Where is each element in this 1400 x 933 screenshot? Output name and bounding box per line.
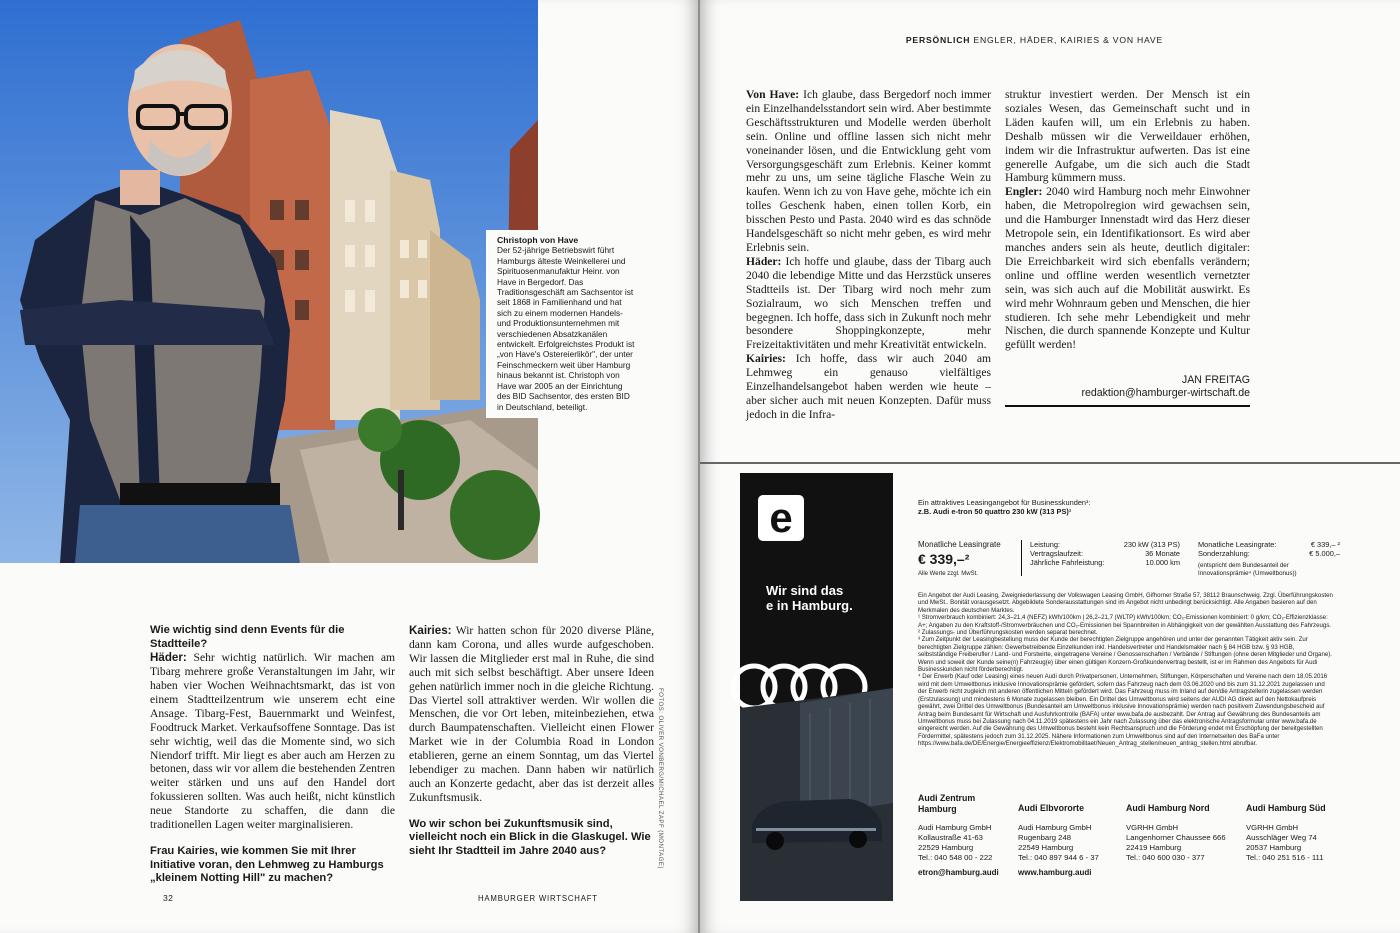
fine-print-5: ⁴ Der Erwerb (Kauf oder Leasing) eines neuen Audi durch Privatpersonen, Unternehmen, Stiftungen, Körperschaften und Vereine nach dem 18.05.2016 wird mit dem Umweltbonus inklusive Innovationsprämie gefördert, sofern das Fahrzeug nach dem 03.06.2020 und bis zum 31.12.2021 zugelassen und der Erwerb nicht zugleich mit anderen öffentlichen Mitteln gefördert wird. Das Fahrzeug muss im Inland auf den/die Antragstellerin zugelassen werden (Erstzulassung) und mindestens 6 Monate zugelassen bleiben. Ein Drittel des Umweltbonus wird seitens der AUDI AG direkt auf den Nettokaufpreis gewährt, zwei Drittel des Umweltbonus (Bundesanteil am Umweltbonus inklusive Innovationsprämie) werden nach positivem Zuwendungsbescheid auf Antrag beim Bundesamt für Wirtschaft und Ausfuhrkontrolle (BAFA) unter www.bafa.de ausbezahlt. Der Antrag auf Gewährung des Bundesanteils am Umweltbonus muss bei Zulassung nach 04.11.2019 spätestens ein Jahr nach Zulassung über das elektronische Antragsformular unter www.bafa.de eingereicht werden. Auf die Gewährung des Umweltbonus besteht kein Rechtsanspruch und die Förderung endet mit Erschöpfung der bereitgestellten Fördermittel, spätestens jedoch zum 31.12.2025. Nähere Informationen zum Umweltbonus sind auf den Internetseiten des BaFa unter https://www.bafa.de/DE/Energie/Energieeffizienz/Elektromobilitaet/Neuen_Antrag_stellen/neuen_antrag_stellen.html abrufbar. — [918, 673, 1328, 748]
net-price-note: Alle Werte zzgl. MwSt. — [918, 571, 978, 577]
dealer-name: Audi Hamburg Süd — [1246, 803, 1326, 813]
rate-row — [1198, 540, 1340, 549]
dealer-street: Ausschläger Weg 74 — [1246, 832, 1317, 842]
answer-haeder — [150, 651, 395, 832]
answer-kairies-cont: struktur investiert werden. Der Mensch ist ein soziales Wesen, das Gemeinschaft sucht und in Läden kaufen will, um ein Erlebnis zu haben. Deshalb müssen wir die Verweildauer erhöhen, indem wir die Infrastruktur aufwerten. Das ist eine generelle Aufgabe, um die sich auch die Stadt Hamburg kümmern muss. — [1005, 88, 1250, 185]
spec-label: Leistung: — [1030, 540, 1060, 549]
dealer-company: Audi Hamburg GmbH — [1018, 822, 1092, 832]
spec-value: 36 Monate — [1145, 549, 1180, 558]
ad-slogan-line2: e in Hamburg. — [766, 598, 853, 613]
rate-value: € 339,– ² — [1310, 540, 1340, 549]
spec-label: Jährliche Fahrleistung: — [1030, 558, 1105, 567]
dealer-name: Audi Hamburg Nord — [1126, 803, 1210, 813]
dealer-city: 22549 Hamburg — [1018, 842, 1074, 852]
author-name: JAN FREITAG — [1181, 374, 1250, 386]
rate-row — [1198, 549, 1340, 558]
answer-kairies-text: Wir hatten schon für 2020 diverse Pläne, dann kam Corona, und alles wurde aufgeschoben. Wir lassen die Mitglieder erst mal in Ruhe, die sind auch mit sich selbst beschäftigt. Aber unsere Ideen gehen natürlich immer noch in die gleiche Richtung. Das Viertel soll attraktiver werden. Wir wollen die Menschen, die vor Ort leben, miteinbeziehen, etwa durch Baumpatenschaften. Vielleicht einen Flower Market wie in der Columbia Road in London etablieren, gerne an einem Sonntag, um das Viertel lebendiger zu machen. Dann haben wir natürlich auch an Konzerte gedacht, aber das ist derzeit alles Zukunftsmusik. — [409, 624, 654, 804]
dealer-phone: Tel.: 040 548 00 - 222 — [918, 853, 993, 862]
answer-vonhave-text: Ich glaube, dass Bergedorf noch immer ein Einzelhandelsstandort sein wird. Aber bestimmte Geschäftsstrukturen und Modelle werden überholt sein. Online und offline lassen sich nicht mehr voneinander lösen, und die Entwicklung geht vom Versorgungsgeschäft zum Erlebnis. Keiner kommt mehr zu uns, um seine tägliche Flasche Wein zu kaufen. Wenn ich zu von Have gehe, möchte ich ein tolles Geschenk haben, einen tollen Korb, ein bisschen Pesto und Pasta. 2040 wird es das schnöde Handelsgeschäft so nicht mehr geben, es wird mehr Erlebnis sein. — [746, 88, 991, 254]
fine-print-1: Ein Angebot der Audi Leasing, Zweigniederlassung der Volkswagen Leasing GmbH, Gifhorner Straße 57, 38112 Braunschweig. Zzgl. Überführungskosten und MwSt.. Bonität vorausgesetzt. Abgebildete Sonderausstattungen sind im Angebot nicht unbedingt berücksichtigt. Alle Angaben basieren auf den Merkmalen des deutschen Marktes. — [918, 592, 1333, 614]
street-portrait-illustration — [0, 0, 538, 563]
article-column-right-2 — [1005, 88, 1250, 358]
ad-divider — [700, 462, 1400, 464]
dealer-street: Langenhorner Chaussee 666 — [1126, 832, 1226, 842]
spec-row — [1030, 549, 1180, 558]
answer-kairies — [409, 624, 654, 805]
author-block — [1005, 374, 1250, 400]
ad-fine-print — [918, 592, 1333, 772]
answer-haeder-text: Sehr wichtig natürlich. Wir machen am Tibarg mehrere große Veranstaltungen im Jahr, wir haben vier Wochen Weihnachtsmarkt, das ist von einem Stadtteilzentrum wie unserem echt eine Ansage. Tibarg-Fest, Bauernmarkt und Weinfest, Foodtruck Market. Verkaufsoffene Sonntage. Das ist sehr wichtig, weil das die Momente sind, wo sich Niendorf trifft. Mir liegt es aber auch am Herzen zu betonen, dass wir vor allem die bestehenden Zentren weiter stärken und uns auf den Handel dort fokussieren sollten. Was auch heißt, nicht künstlich neue Standorte zu schaffen, die dann die traditionellen Lagen weiter marginalisieren. — [150, 651, 395, 832]
article-column-left-1 — [150, 624, 395, 885]
section-header — [906, 35, 1163, 45]
answer-haeder-2040 — [746, 255, 991, 352]
dealer-company: VGRHH GmbH — [1126, 822, 1179, 832]
spec-row — [1030, 540, 1180, 549]
answer-haeder-2040-text: Ich hoffe und glaube, dass der Tibarg auch 2040 die lebendige Mitte und das Herzstück unseres Stadtteils ist. Der Tibarg wird noch mehr zum Sozialraum, wo sich Menschen treffen und begegnen. Ich hoffe, dass sich in Zukunft noch mehr besondere Shoppingkonzepte, mehr Freizeitaktivitäten und mehr Kreativität entwickeln. — [746, 254, 991, 352]
monthly-price: € 339,–² — [918, 551, 970, 567]
fine-print-4: ³ Zum Zeitpunkt der Leasingbestellung muss der Kunde der berechtigten Zielgruppe angehören und unter der genannten Tätigkeit aktiv sein. Zur berechtigten Zielgruppe zählen: Gewerbetreibende Einzelkunden inkl. Handelsvertreter und Handelsmakler nach § 84 HGB bzw. § 93 HGB, selbstständige Freiberufler / Land- und Forstwirte, eingetragene Vereine / Genossenschaften / Verbände / Stiftungen (ohne deren Mitglieder und Organe). Wenn und soweit der Kunde seine(n) Fahrzeug(e) über einen gültigen Konzern-Großkundenvertrag bestellt, ist er im Rahmen des Angebots für Audi Businesskunden nicht förderberechtigt. — [918, 636, 1332, 674]
dealer-sued — [1246, 803, 1346, 863]
audi-ad-graphic — [740, 473, 893, 901]
left-page — [0, 0, 698, 933]
dealer-city: 22419 Hamburg — [1126, 842, 1182, 852]
dealer-name: Audi Elbvororte — [1018, 803, 1084, 813]
dealer-city: 22529 Hamburg — [918, 843, 974, 852]
dealer-name: Audi Zentrum Hamburg — [918, 793, 976, 814]
ad-intro-line: Ein attraktives Leasingangebot für Businesskunden¹: — [918, 498, 1091, 507]
photo-credit: FOTOS: OLIVER VONBERG/MICHAEL ZAPF (MONTAGE) — [657, 688, 664, 869]
dealer-phone: Tel.: 040 251 516 - 111 — [1246, 852, 1324, 862]
section-names: ENGLER, HÄDER, KAIRIES & VON HAVE — [973, 35, 1163, 45]
dealer-city: 20537 Hamburg — [1246, 842, 1302, 852]
section-label: PERSÖNLICH — [905, 35, 971, 45]
photo-caption — [486, 230, 642, 418]
audi-ad-panel — [740, 473, 893, 901]
speaker-kairies: Kairies: — [409, 624, 452, 637]
paragraph-spacer — [409, 805, 654, 818]
answer-kairies-2040-text: Ich hoffe, dass wir auch 2040 am Lehmweg ein genauso vielfältiges Einzelhandelsangebot haben werden wie heute – aber sicher auch mit neuen Konzepten. Dafür muss jedoch in die Infra- — [746, 352, 991, 421]
dealer-zentrum — [918, 793, 1010, 863]
speaker-kairies-2: Kairies: — [746, 352, 786, 366]
question-events: Wie wichtig sind denn Events für die Stadtteile? — [150, 624, 345, 650]
dealer-street: Kollaustraße 41-63 — [918, 833, 983, 842]
fine-print-3: ² Zulassungs- und Überführungskosten werden separat berechnet. — [918, 629, 1098, 637]
speaker-haeder: Häder: — [150, 651, 187, 665]
paragraph-spacer — [150, 832, 395, 845]
spec-label: Vertragslaufzeit: — [1030, 549, 1083, 558]
answer-engler — [1005, 185, 1250, 352]
magazine-footer: HAMBURGER WIRTSCHAFT — [478, 894, 598, 903]
rate-value: € 5.000,– — [1309, 549, 1340, 558]
rates-note: (entspricht dem Bundesanteil der Innovationsprämie⁴ (Umweltbonus)) — [1198, 562, 1297, 577]
rate-label: Monatliche Leasingrate: — [1198, 540, 1277, 549]
ad-model: z.B. Audi e-tron 50 quattro 230 kW (313 PS)¹ — [918, 507, 1072, 516]
ad-slogan-line1: Wir sind das — [766, 583, 844, 598]
article-column-left-2 — [409, 624, 654, 864]
caption-name: Christoph von Have — [497, 235, 579, 245]
fine-print-2: ¹ Stromverbrauch kombiniert: 24,3–21,4 (NEFZ) kWh/100km | 26,2–21,7 (WLTP) kWh/100km; CO₂-Emissionen kombiniert: 0 g/km; CO₂-Effizienzklasse: A+; Angaben zu den Kraftstoff-/Stromverbräuchen und CO₂-Emissionen bei Spannbreiten in Abhängigkeit von der gewählten Ausstattung des Fahrzeugs. — [918, 614, 1331, 629]
speaker-engler: Engler: — [1005, 185, 1043, 199]
speaker-vonhave: Von Have: — [746, 88, 800, 101]
dealer-company: VGRHH GmbH — [1246, 822, 1299, 832]
right-page — [700, 0, 1400, 933]
ad-specs — [1030, 540, 1180, 567]
dealer-company: Audi Hamburg GmbH — [918, 823, 992, 832]
article-column-right-1 — [746, 88, 991, 421]
ad-intro — [918, 498, 1338, 516]
dealer-phone: Tel.: 040 600 030 - 377 — [1126, 852, 1205, 862]
monthly-rate-label: Monatliche Leasingrate — [918, 540, 1001, 549]
dealer-nord — [1126, 803, 1238, 863]
answer-vonhave — [746, 88, 991, 255]
answer-kairies-2040 — [746, 352, 991, 422]
editorial-email: redaktion@hamburger-wirtschaft.de — [1081, 387, 1250, 399]
portrait-photo — [0, 0, 538, 563]
ad-slogan — [766, 583, 853, 613]
dealer-street: Rugenbarg 248 — [1018, 832, 1072, 842]
ad-rates — [1198, 540, 1340, 578]
e-logo-letter: e — [769, 494, 793, 541]
answer-engler-text: 2040 wird Hamburg noch mehr Einwohner haben, die Metropolregion wird gewachsen sein, und die Hamburger Innenstadt wird das Herz dieser Metropole sein, ein Identifikationsort. Es wird aber manches anders sein als heute, deutlich digitaler: Die Erreichbarkeit wird sich ebenfalls verändern; online und offline werden wesentlich vernetzter sein, was sich auch auf die Mobilität auswirkt. Es wird mehr Wohnraum geben und Menschen, die hier studieren. Ich sehe mehr Lebendigkeit und mehr Nischen, die durch spannende Konzepte und Kultur gefüllt werden! — [1005, 185, 1250, 352]
dealer-website[interactable]: www.hamburg.audi — [1018, 868, 1092, 877]
dealer-phone: Tel.: 040 897 944 6 - 37 — [1018, 852, 1099, 862]
spec-value: 10.000 km — [1145, 558, 1180, 567]
dealer-email[interactable]: etron@hamburg.audi — [918, 868, 999, 877]
spec-row — [1030, 558, 1180, 567]
speaker-haeder-2: Häder: — [746, 254, 782, 268]
author-rule — [1005, 405, 1250, 407]
question-2040: Wo wir schon bei Zukunftsmusik sind, vielleicht noch ein Blick in die Glaskugel. Wie sieht Ihr Stadtteil im Jahre 2040 aus? — [409, 817, 651, 857]
ad-price-block — [918, 540, 1018, 579]
dealer-elbvororte — [1018, 803, 1118, 863]
caption-text: Der 52-jährige Betriebswirt führt Hamburgs älteste Weinkellerei und Spirituosenmanufaktur Heinr. von Have in Bergedorf. Das Traditionsgeschäft am Sachsentor ist seit 1868 in Familienhand und hat sich zu einem modernen Handels- und Produktionsunternehmen mit verschiedenen Absatzkanälen entwickelt. Erfolgreichstes Produkt ist „von Have's Ostereierlikör", der unter Feinschmeckern weit über Hamburg hinaus bekannt ist. Christoph von Have war 2005 an der Einrichtung des BID Sachsentor, des ersten BID in Deutschland, beteiligt. — [497, 245, 635, 412]
page-number: 32 — [163, 893, 174, 903]
rate-label: Sonderzahlung: — [1198, 549, 1250, 558]
question-kairies: Frau Kairies, wie kommen Sie mit Ihrer Initiative voran, den Lehmweg zu Hamburgs „kleinem Notting Hill" zu machen? — [150, 844, 384, 885]
price-separator — [1021, 540, 1022, 576]
spec-value: 230 kW (313 PS) — [1123, 540, 1180, 549]
